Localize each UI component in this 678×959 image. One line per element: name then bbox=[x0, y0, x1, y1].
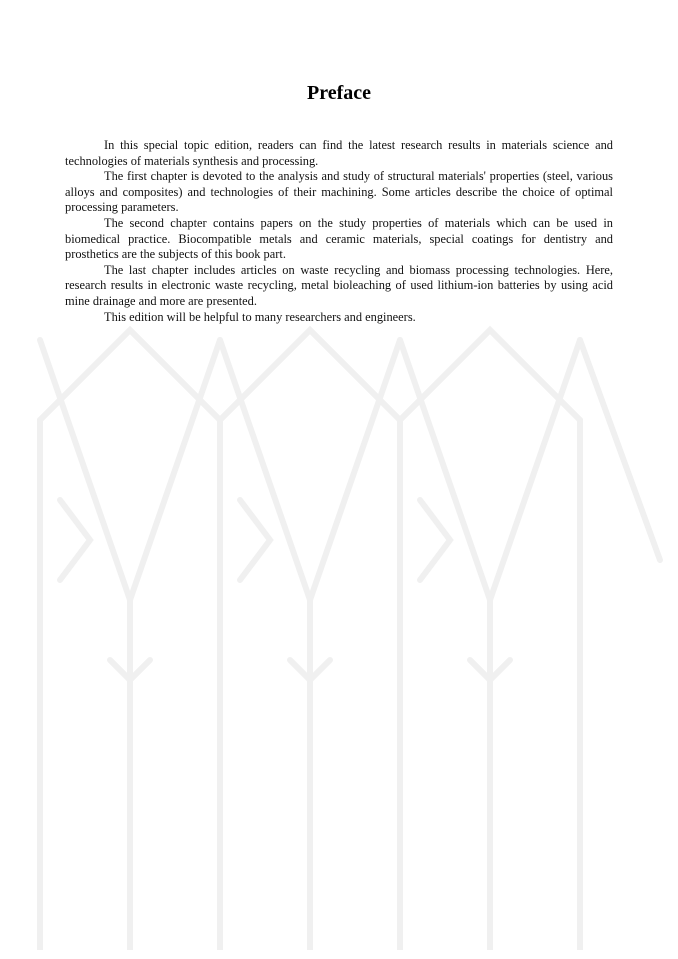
paragraph: In this special topic edition, readers can find the latest research results in materials science and technologies of materials synthesis and processing. bbox=[65, 138, 613, 168]
preface-body bbox=[65, 138, 613, 325]
paragraph: The first chapter is devoted to the analysis and study of structural materials' properties (steel, various alloys and composites) and technologies of their machining. Some articles describe the choice of optimal processing parameters. bbox=[65, 169, 613, 215]
paragraph: The second chapter contains papers on the study properties of materials which can be used in biomedical practice. Biocompatible metals and ceramic materials, special coatings for dentistry and prosthetics are the subjects of this book part. bbox=[65, 215, 613, 262]
paragraph: This edition will be helpful to many researchers and engineers. bbox=[104, 309, 416, 324]
ornamental-lattice-watermark-icon bbox=[20, 300, 670, 950]
paragraph: The last chapter includes articles on waste recycling and biomass processing technologies. Here, research results in electronic waste recycling, metal bioleaching of used lithium-ion batteries by using acid mine drainage and more are presented. bbox=[65, 262, 613, 308]
page-title: Preface bbox=[306, 82, 372, 104]
